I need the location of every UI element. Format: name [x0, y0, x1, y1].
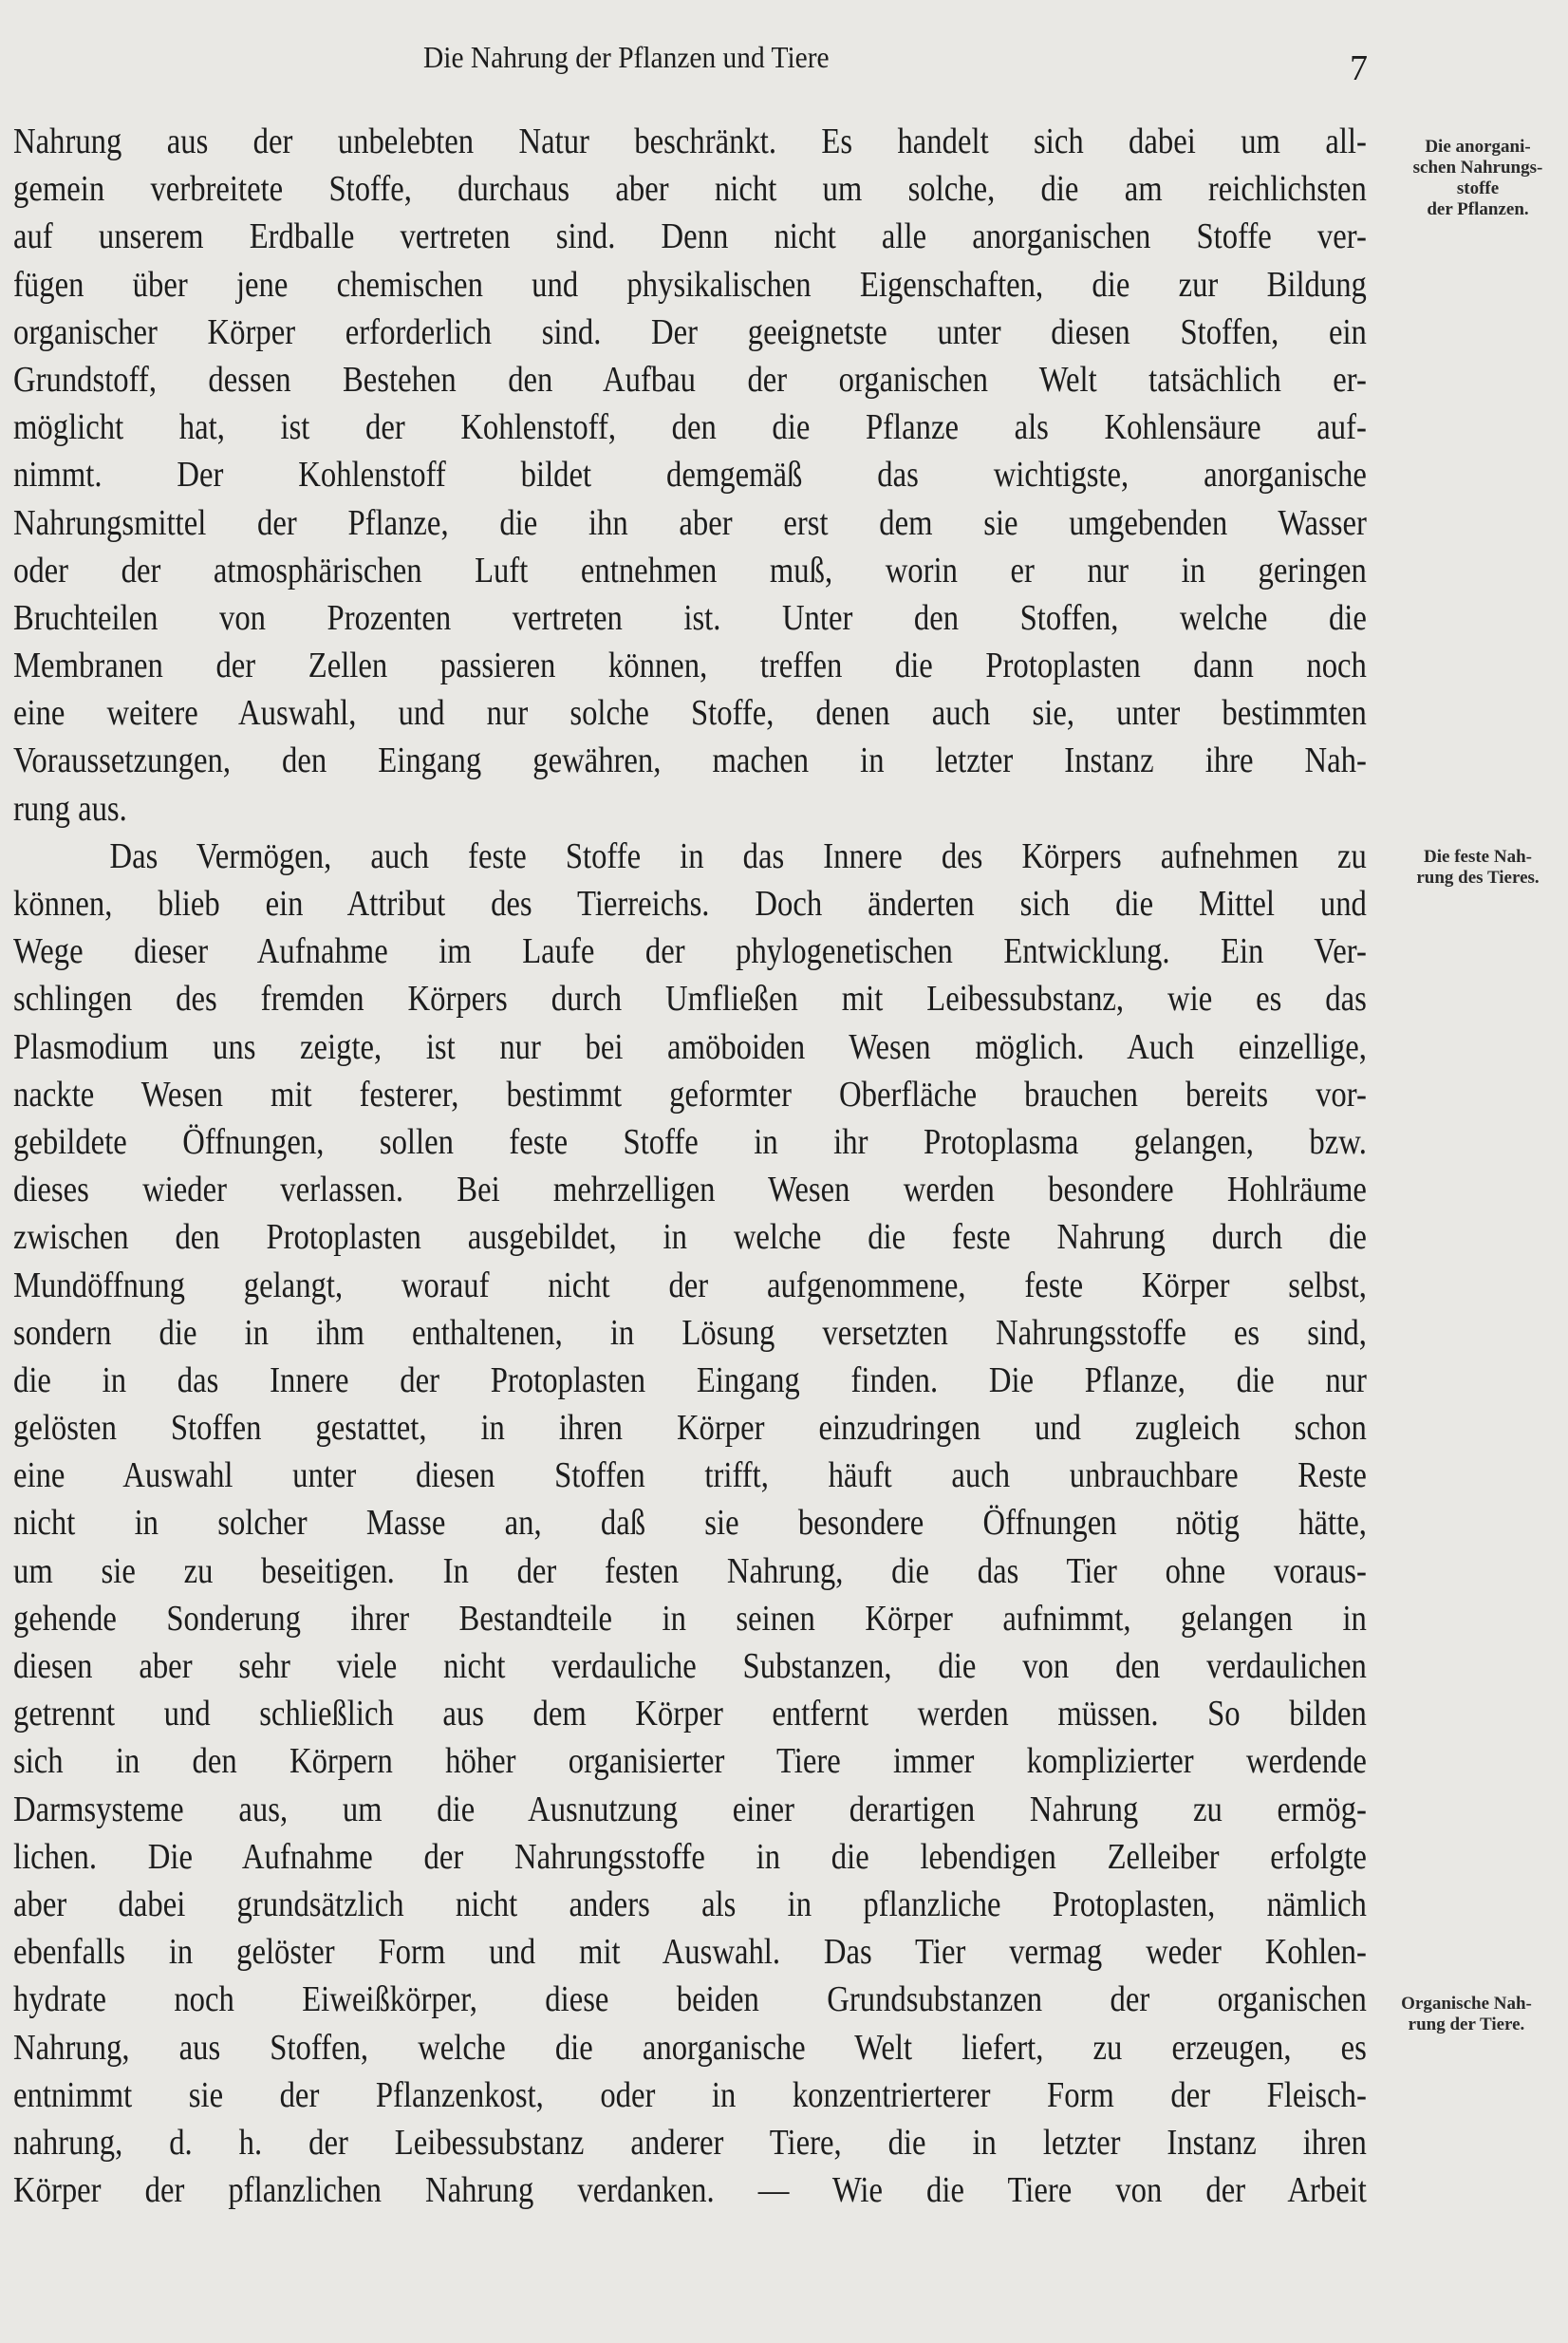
text-line: Das Vermögen, auch feste Stoffe in das Innere des Körpers aufnehmen zu: [109, 835, 1367, 876]
body-text: [13, 118, 1367, 2214]
text-line: gebildete Öffnungen, sollen feste Stoffe in ihr Protoplasma gelangen, bzw.: [13, 1121, 1367, 1162]
text-line: diesen aber sehr viele nicht verdauliche Substanzen, die von den verdaulichen: [13, 1646, 1367, 1686]
text-line: gehende Sonderung ihrer Bestandteile in seinen Körper aufnimmt, gelangen in: [13, 1598, 1367, 1639]
text-line: dieses wieder verlassen. Bei mehrzelligen Wesen werden besondere Hohlräume: [13, 1170, 1367, 1210]
text-line: Grundstoff, dessen Bestehen den Aufbau der organischen Welt tatsächlich er-: [13, 359, 1367, 400]
running-head-title: Die Nahrung der Pflanzen und Tiere: [423, 40, 830, 74]
text-line: Nahrung, aus Stoffen, welche die anorganische Welt liefert, zu erzeugen, es: [13, 2027, 1367, 2068]
text-line: Darmsysteme aus, um die Ausnutzung einer derartigen Nahrung zu ermög-: [13, 1789, 1367, 1829]
text-line: Nahrungsmittel der Pflanze, die ihn aber erst dem sie umgebenden Wasser: [13, 502, 1367, 543]
text-line: die in das Innere der Protoplasten Eingang finden. Die Pflanze, die nur: [13, 1359, 1367, 1400]
text-line: nackte Wesen mit festerer, bestimmt geformter Oberfläche brauchen bereits vor-: [13, 1074, 1367, 1115]
marginal-note-line: schen Nahrungs-: [1412, 158, 1543, 178]
text-line: Wege dieser Aufnahme im Laufe der phylogenetischen Entwicklung. Ein Ver-: [13, 931, 1367, 972]
text-line: auf unserem Erdballe vertreten sind. Denn nicht alle anorganischen Stoffe ver-: [13, 216, 1367, 257]
text-line: schlingen des fremden Körpers durch Umfließen mit Leibessubstanz, wie es das: [13, 979, 1367, 1020]
marginal-note-line: Die anorgani-: [1425, 137, 1531, 157]
text-line: gelösten Stoffen gestattet, in ihren Körper einzudringen und zugleich schon: [13, 1408, 1367, 1449]
text-line: aber dabei grundsätzlich nicht anders als in pflanzliche Protoplasten, nämlich: [13, 1884, 1367, 1924]
text-line: organischer Körper erforderlich sind. Der geeignetste unter diesen Stoffen, ein: [13, 311, 1367, 352]
text-line: entnimmt sie der Pflanzenkost, oder in konzentrierterer Form der Fleisch-: [13, 2074, 1367, 2115]
text-line: Membranen der Zellen passieren können, treffen die Protoplasten dann noch: [13, 646, 1367, 686]
text-line: lichen. Die Aufnahme der Nahrungsstoffe in die lebendigen Zelleiber erfolgte: [13, 1836, 1367, 1877]
text-line: hydrate noch Eiweißkörper, diese beiden Grundsubstanzen der organischen: [13, 1979, 1367, 2020]
text-line: getrennt und schließlich aus dem Körper entfernt werden müssen. So bilden: [13, 1694, 1367, 1734]
text-line: Nahrung aus der unbelebten Natur beschränkt. Es handelt sich dabei um all-: [13, 122, 1367, 161]
text-line: ebenfalls in gelöster Form und mit Auswahl. Das Tier vermag weder Kohlen-: [13, 1932, 1367, 1973]
text-line: Plasmodium uns zeigte, ist nur bei amöboiden Wesen möglich. Auch einzellige,: [13, 1026, 1367, 1067]
text-line: oder der atmosphärischen Luft entnehmen muß, worin er nur in geringen: [13, 550, 1367, 590]
text-line: sondern die in ihm enthaltenen, in Lösung versetzten Nahrungsstoffe es sind,: [13, 1312, 1367, 1353]
text-line: fügen über jene chemischen und physikalischen Eigenschaften, die zur Bildung: [13, 264, 1367, 305]
text-line: nimmt. Der Kohlenstoff bildet demgemäß das wichtigste, anorganische: [13, 455, 1367, 496]
text-line: gemein verbreitete Stoffe, durchaus aber nicht um solche, die am reichlichsten: [13, 169, 1367, 210]
marginal-note-inorganic-plant-nutrients: [1388, 137, 1568, 220]
marginal-note-line: Organische Nah-: [1401, 1994, 1532, 2014]
text-line: können, blieb ein Attribut des Tierreichs. Doch änderten sich die Mittel und: [13, 884, 1367, 924]
marginal-note-solid-animal-food: [1388, 847, 1568, 889]
text-line: um sie zu beseitigen. In der festen Nahrung, die das Tier ohne voraus-: [13, 1550, 1367, 1591]
marginal-note-line: Die feste Nah-: [1424, 847, 1532, 867]
text-line: eine weitere Auswahl, und nur solche Stoffe, denen auch sie, unter bestimmten: [13, 693, 1367, 734]
text-line: eine Auswahl unter diesen Stoffen trifft, häuft auch unbrauchbare Reste: [13, 1455, 1367, 1496]
text-line: sich in den Körpern höher organisierter Tiere immer komplizierter werdende: [13, 1741, 1367, 1782]
text-line: Bruchteilen von Prozenten vertreten ist. Unter den Stoffen, welche die: [13, 597, 1367, 638]
marginal-note-line: stoffe: [1456, 178, 1500, 198]
text-line: zwischen den Protoplasten ausgebildet, in welche die feste Nahrung durch die: [13, 1217, 1367, 1258]
text-line: rung aus.: [13, 788, 127, 829]
text-line: nicht in solcher Masse an, daß sie besondere Öffnungen nötig hätte,: [13, 1503, 1367, 1544]
page-number: 7: [1350, 48, 1368, 88]
text-line: Voraussetzungen, den Eingang gewähren, machen in letzter Instanz ihre Nah-: [13, 740, 1367, 781]
text-line: Mundöffnung gelangt, worauf nicht der aufgenommene, feste Körper selbst,: [13, 1265, 1367, 1305]
text-line: nahrung, d. h. der Leibessubstanz anderer Tiere, die in letzter Instanz ihren: [13, 2122, 1367, 2163]
marginal-note-organic-animal-food: [1365, 1994, 1568, 2035]
marginal-note-line: rung der Tiere.: [1408, 2015, 1525, 2034]
text-line: möglicht hat, ist der Kohlenstoff, den die Pflanze als Kohlensäure auf-: [13, 407, 1367, 448]
marginal-note-line: rung des Tieres.: [1416, 868, 1540, 888]
text-line: Körper der pflanzlichen Nahrung verdanken. — Wie die Tiere von der Arbeit: [13, 2170, 1367, 2211]
marginal-note-line: der Pflanzen.: [1427, 199, 1529, 219]
